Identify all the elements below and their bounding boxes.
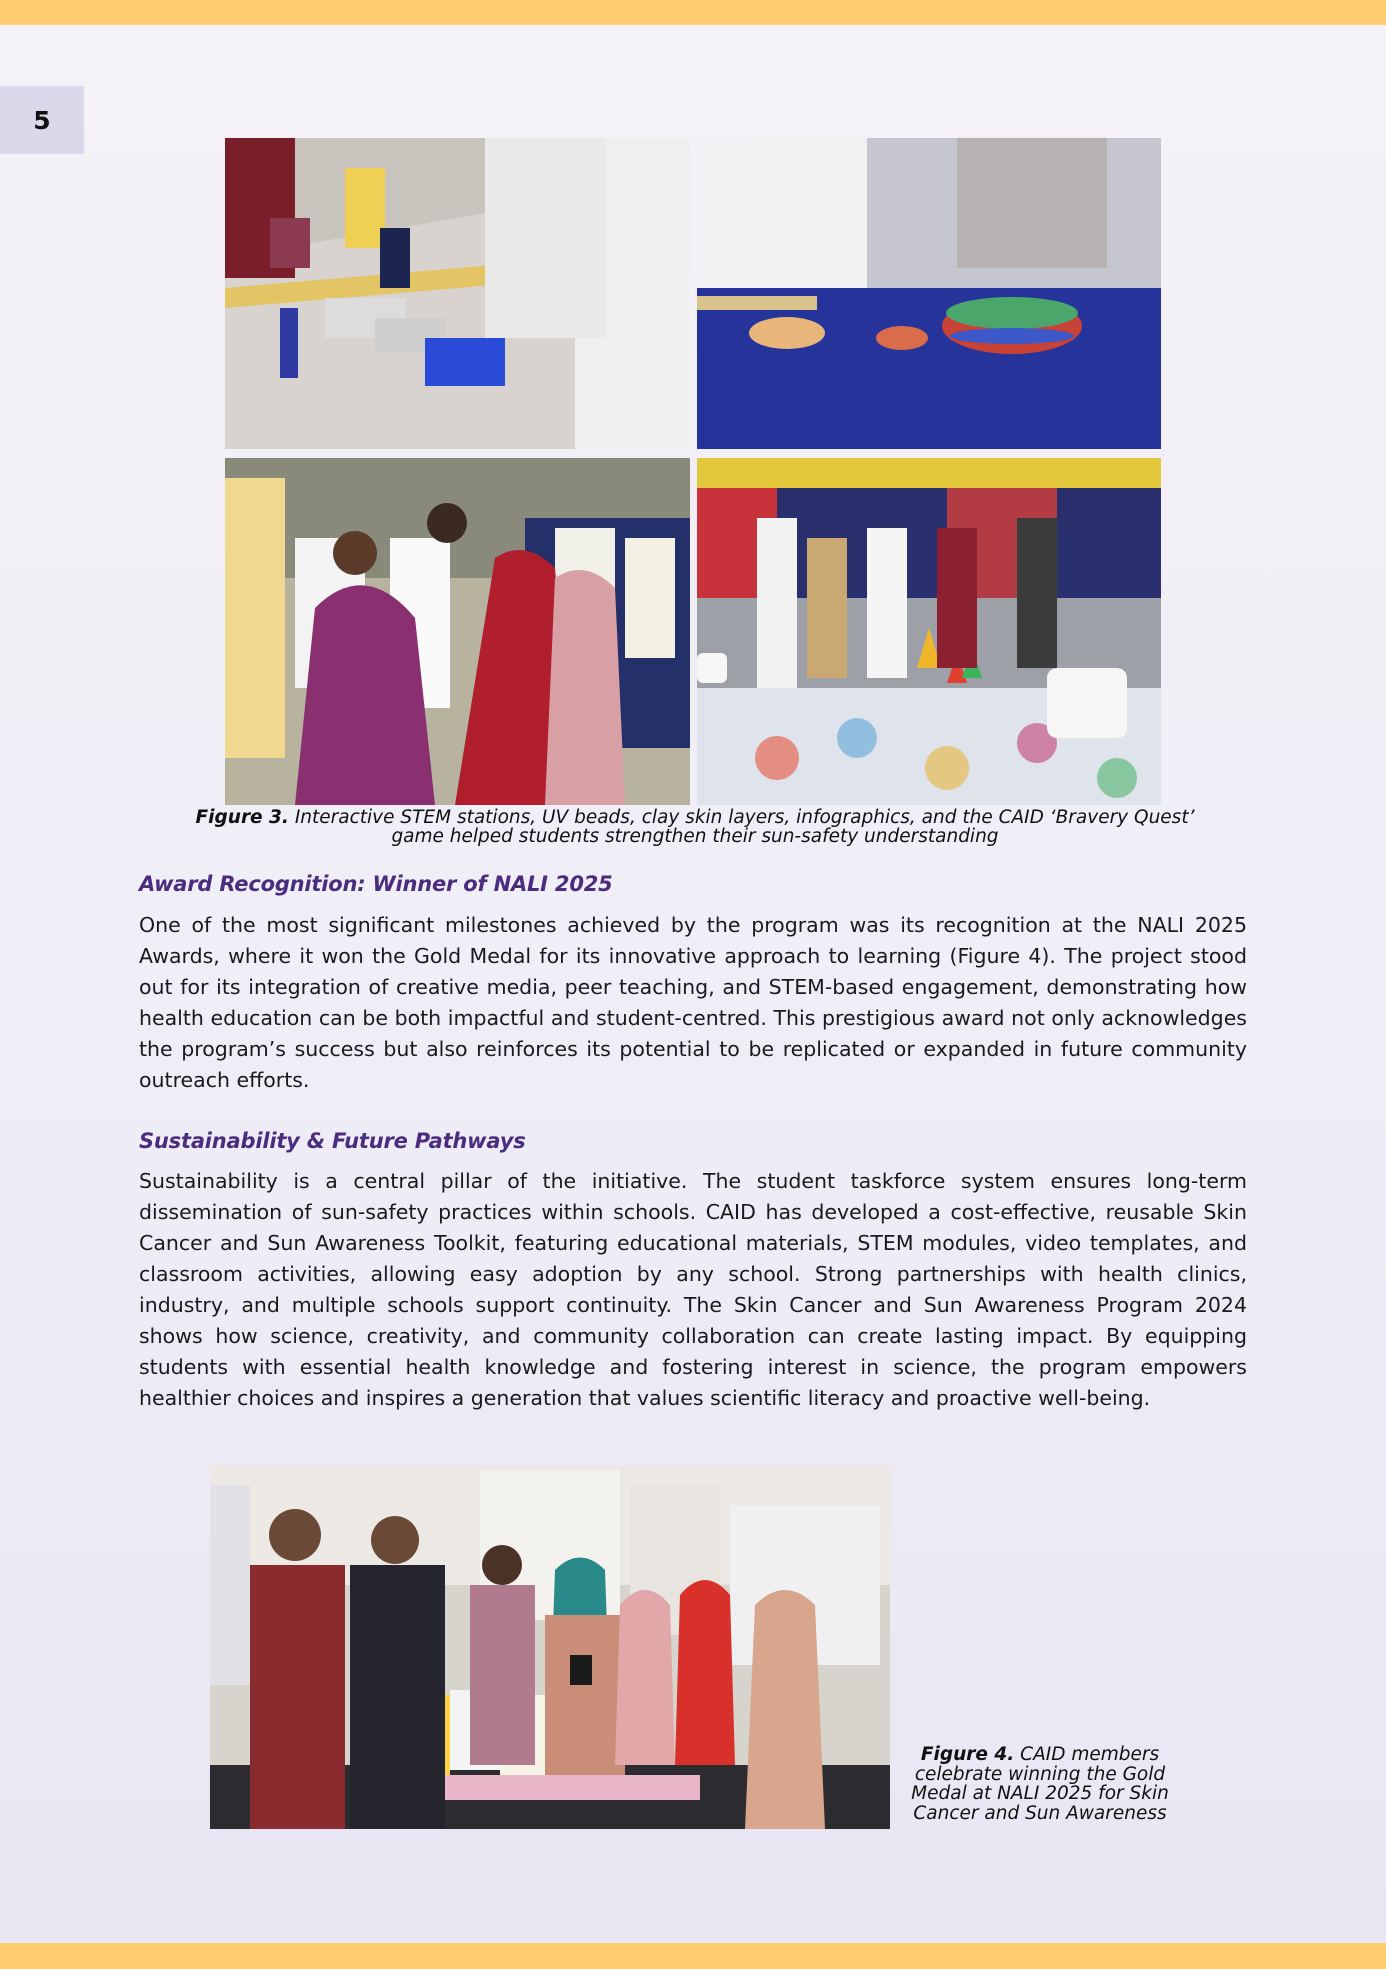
figure3-caption-text: Interactive STEM stations, UV beads, clay skin layers, infographics, and the CAID ‘Bravery Quest’ game helped students strengthen their sun-safety understanding <box>294 807 1195 847</box>
bottom-accent-bar <box>0 1943 1386 1969</box>
nali-award-group-photo <box>210 1465 890 1829</box>
award-recognition-heading: Award Recognition: Winner of NALI 2025 <box>139 872 613 896</box>
uv-beads-station-photo <box>225 138 690 449</box>
figure4-caption-text: CAID members celebrate winning the Gold Medal at NALI 2025 for Skin Cancer and Sun Awareness <box>911 1744 1169 1824</box>
bravery-quest-game-photo <box>697 458 1161 805</box>
sustainability-heading: Sustainability & Future Pathways <box>139 1129 526 1153</box>
page-number-tab <box>0 86 84 154</box>
page-number: 5 <box>33 105 51 135</box>
figure3-label: Figure 3. <box>195 807 289 828</box>
top-accent-bar <box>0 0 1386 25</box>
infographics-station-photo <box>225 458 690 805</box>
sustainability-paragraph: Sustainability is a central pillar of the initiative. The student taskforce system ensures long-term dissemination of sun-safety practices within schools. CAID has developed a cost-effective, reusable Skin Cancer and Sun Awareness Toolkit, featuring educational materials, STEM modules, video templates, and classroom activities, allowing easy adoption by any school. Strong partnerships with health clinics, industry, and multiple schools support continuity. The Skin Cancer and Sun Awareness Program 2024 shows how science, creativity, and community collaboration can create lasting impact. By equipping students with essential health knowledge and fostering interest in science, the program empowers healthier choices and inspires a generation that values scientific literacy and proactive well-being. <box>139 1169 1247 1410</box>
award-recognition-paragraph: One of the most significant milestones achieved by the program was its recognition at the NALI 2025 Awards, where it won the Gold Medal for its innovative approach to learning (Figure 4). The project stood out for its integration of creative media, peer teaching, and STEM-based engagement, demonstrating how health education can be both impactful and student-centred. This prestigious award not only acknowledges the program’s success but also reinforces its potential to be replicated or expanded in future community outreach efforts. <box>139 913 1247 1092</box>
figure4-caption <box>900 1745 1180 1823</box>
figure4-label: Figure 4. <box>920 1744 1015 1765</box>
clay-skin-layers-photo <box>697 138 1161 449</box>
figure3-caption <box>180 808 1210 846</box>
